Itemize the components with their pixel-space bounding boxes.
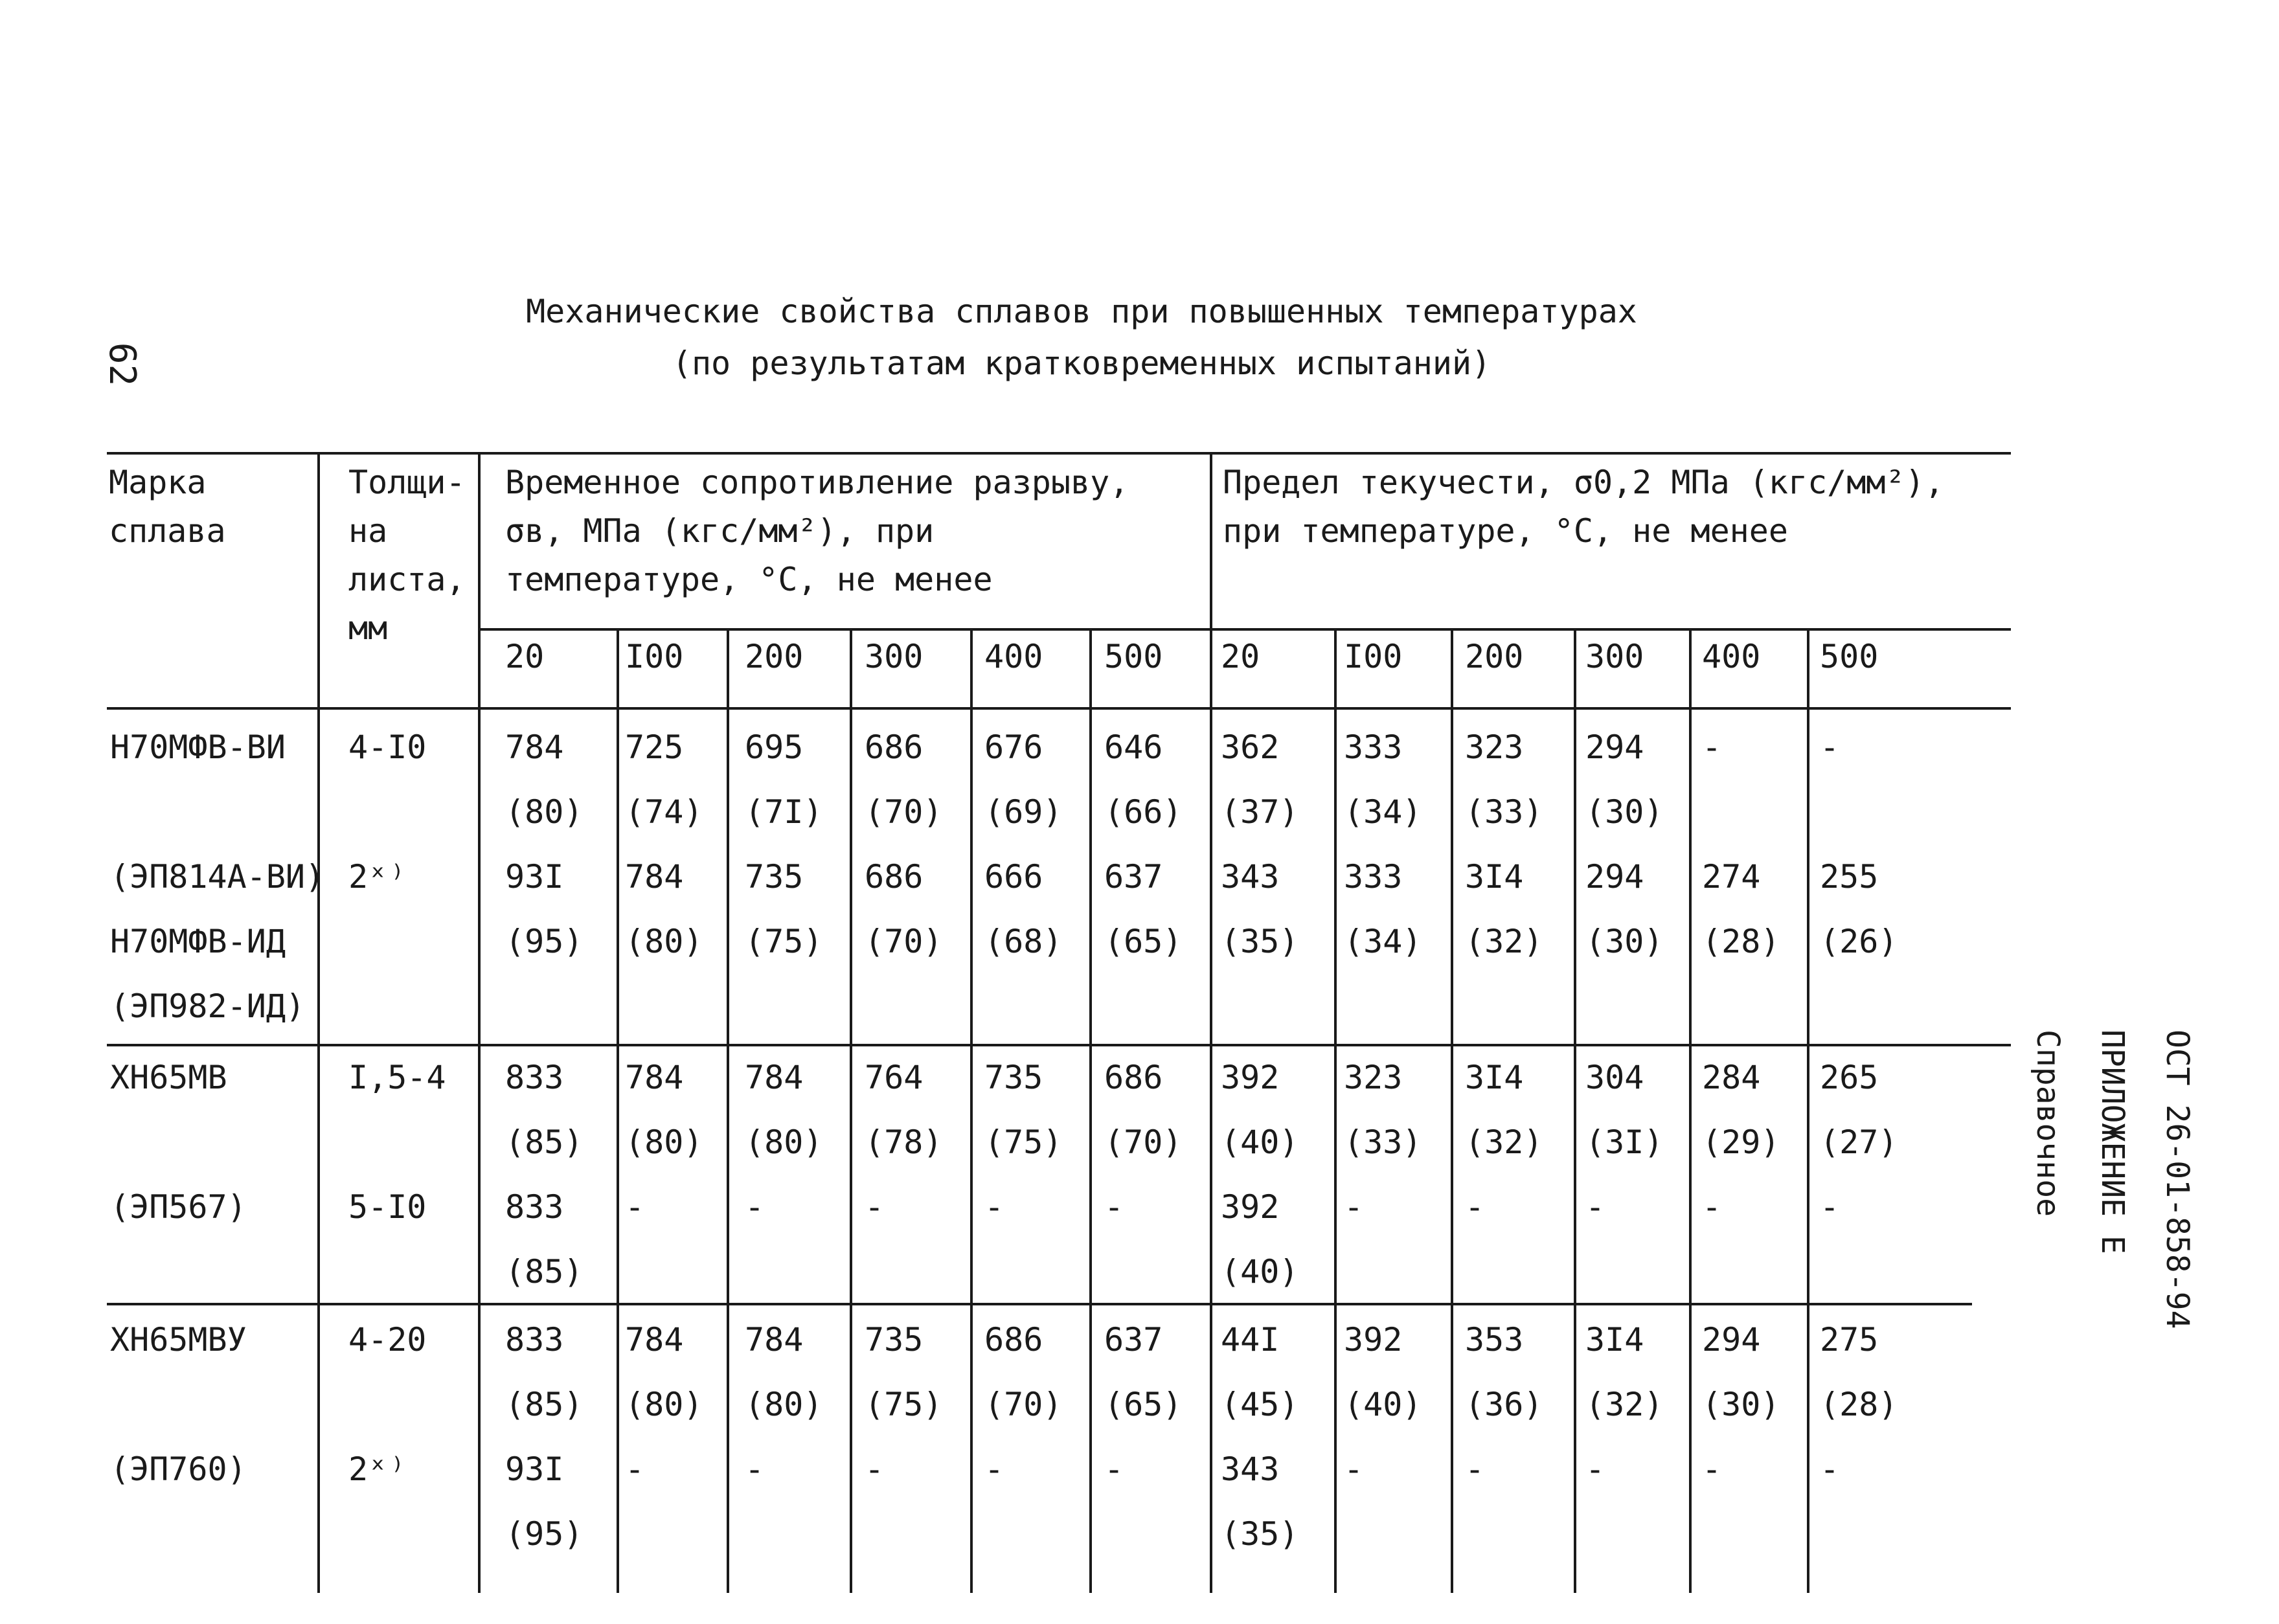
yield-strength-value: (35) [1221, 923, 1299, 960]
yield-strength-value: (37) [1221, 793, 1299, 831]
header-yield-line: при температуре, °С, не менее [1223, 512, 1788, 550]
table-top-rule [107, 452, 2011, 455]
yield-strength-value: 275 [1820, 1321, 1879, 1359]
tensile-strength-value: (80) [745, 1386, 823, 1423]
alloy-grade: ХН65МВ [110, 1059, 227, 1096]
tensile-strength-value: - [745, 1450, 765, 1488]
tensile-strength-value: 735 [745, 858, 804, 896]
yield-strength-value: 255 [1820, 858, 1879, 896]
alloy-grade: (ЭП814А-ВИ) [110, 858, 325, 896]
yield-strength-value: (34) [1344, 923, 1422, 960]
yield-strength-value: (32) [1585, 1386, 1664, 1423]
sheet-thickness: I,5-4 [348, 1059, 446, 1096]
yield-strength-value: (30) [1702, 1386, 1780, 1423]
tensile-strength-value: - [1104, 1188, 1124, 1226]
col-rule-t1 [617, 629, 619, 1593]
header-yield [1223, 458, 1944, 556]
tensile-strength-value: 784 [745, 1059, 804, 1096]
sheet-thickness: 2ˣ⁾ [348, 858, 407, 896]
alloy-grade: Н70МФВ-ВИ [110, 728, 286, 766]
tensile-strength-value: 676 [984, 728, 1043, 766]
sheet-thickness: 4-20 [348, 1321, 427, 1359]
tensile-strength-value: (95) [505, 1515, 584, 1553]
header-thickness-line: на [348, 512, 388, 550]
tensile-strength-value: - [865, 1450, 885, 1488]
tensile-strength-value: (80) [625, 923, 703, 960]
tensile-strength-value: 637 [1104, 858, 1163, 896]
yield-strength-value: 3I4 [1585, 1321, 1644, 1359]
tensile-strength-value: - [984, 1450, 1004, 1488]
tensile-strength-value: (95) [505, 923, 584, 960]
header-thickness-line: Толщи- [348, 464, 466, 501]
yield-strength-value: (32) [1465, 923, 1543, 960]
tensile-strength-value: (74) [625, 793, 703, 831]
col-rule-y2 [1451, 629, 1453, 1593]
yield-strength-value: (3I) [1585, 1123, 1664, 1161]
col-rule-y5 [1807, 629, 1809, 1593]
col-rule-t4 [970, 629, 973, 1593]
document-title-line-1: Механические свойства сплавов при повышенных температурах [526, 293, 1637, 330]
col-rule-y4 [1689, 629, 1692, 1593]
yield-strength-value: 274 [1702, 858, 1761, 896]
tensile-strength-value: 637 [1104, 1321, 1163, 1359]
col-rule-t5 [1089, 629, 1092, 1593]
col-rule-y1 [1334, 629, 1337, 1593]
yield-strength-value: (36) [1465, 1386, 1543, 1423]
yield-strength-value: - [1465, 1450, 1485, 1488]
yield-strength-value: (45) [1221, 1386, 1299, 1423]
group-divider-2 [107, 1303, 1972, 1305]
tensile-strength-value: (85) [505, 1123, 584, 1161]
yield-strength-value: 304 [1585, 1059, 1644, 1096]
tensile-strength-value: 784 [625, 1059, 684, 1096]
tensile-strength-value: (80) [625, 1123, 703, 1161]
col-rule-y3 [1574, 629, 1576, 1593]
temperature-header: 200 [745, 638, 804, 675]
yield-strength-value: 3I4 [1465, 858, 1524, 896]
header-tensile-line: σв, МПа (кгс/мм²), при [505, 512, 935, 550]
yield-strength-value: (40) [1221, 1123, 1299, 1161]
tensile-strength-value: 735 [984, 1059, 1043, 1096]
col-rule-thickness [478, 452, 481, 1593]
tensile-strength-value: (65) [1104, 923, 1183, 960]
yield-strength-value: (27) [1820, 1123, 1898, 1161]
temperature-header: I00 [625, 638, 684, 675]
tensile-strength-value: 784 [625, 1321, 684, 1359]
yield-strength-value: (28) [1702, 923, 1780, 960]
temperature-header: I00 [1344, 638, 1403, 675]
temperature-header: 300 [1585, 638, 1644, 675]
yield-strength-value: (33) [1344, 1123, 1422, 1161]
group-divider-1 [107, 1044, 2011, 1046]
yield-strength-value: 294 [1702, 1321, 1761, 1359]
alloy-grade: (ЭП760) [110, 1450, 247, 1488]
tensile-strength-value: 725 [625, 728, 684, 766]
alloy-grade: Н70МФВ-ИД [110, 923, 286, 960]
yield-strength-value: 294 [1585, 728, 1644, 766]
tensile-strength-value: (80) [745, 1123, 823, 1161]
header-tensile-line: Временное сопротивление разрыву, [505, 464, 1129, 501]
tensile-strength-value: (68) [984, 923, 1063, 960]
tensile-strength-value: 833 [505, 1059, 564, 1096]
yield-strength-value: - [1702, 1450, 1722, 1488]
tensile-strength-value: 695 [745, 728, 804, 766]
yield-strength-value: (34) [1344, 793, 1422, 831]
tensile-strength-value: 93I [505, 1450, 564, 1488]
temp-header-rule [479, 628, 2011, 631]
header-grade [109, 458, 226, 556]
header-yield-line: Предел текучести, σ0,2 МПа (кгс/мм²), [1223, 464, 1944, 501]
yield-strength-value: - [1465, 1188, 1485, 1226]
header-tensile-line: температуре, °С, не менее [505, 561, 993, 598]
tensile-strength-value: (80) [505, 793, 584, 831]
header-bottom-rule [107, 707, 2011, 710]
yield-strength-value: - [1585, 1450, 1605, 1488]
col-rule-split [1210, 452, 1212, 1593]
yield-strength-value: - [1820, 728, 1840, 766]
tensile-strength-value: (80) [625, 1386, 703, 1423]
tensile-strength-value: (70) [1104, 1123, 1183, 1161]
yield-strength-value: 392 [1344, 1321, 1403, 1359]
tensile-strength-value: - [865, 1188, 885, 1226]
yield-strength-value: 343 [1221, 858, 1280, 896]
col-rule-t2 [727, 629, 729, 1593]
yield-strength-value: 284 [1702, 1059, 1761, 1096]
temperature-header: 500 [1820, 638, 1879, 675]
tensile-strength-value: 686 [865, 728, 924, 766]
sheet-thickness: 4-I0 [348, 728, 427, 766]
sheet-thickness: 2ˣ⁾ [348, 1450, 407, 1488]
col-rule-grade [317, 452, 320, 1593]
tensile-strength-value: (75) [984, 1123, 1063, 1161]
yield-strength-value: 44I [1221, 1321, 1280, 1359]
temperature-header: 400 [1702, 638, 1761, 675]
tensile-strength-value: (7I) [745, 793, 823, 831]
yield-strength-value: - [1344, 1188, 1364, 1226]
tensile-strength-value: - [1104, 1450, 1124, 1488]
yield-strength-value: 392 [1221, 1059, 1280, 1096]
yield-strength-value: (30) [1585, 923, 1664, 960]
temperature-header: 20 [505, 638, 545, 675]
yield-strength-value: - [1344, 1450, 1364, 1488]
tensile-strength-value: (75) [865, 1386, 943, 1423]
tensile-strength-value: (70) [865, 793, 943, 831]
yield-strength-value: (32) [1465, 1123, 1543, 1161]
tensile-strength-value: 833 [505, 1188, 564, 1226]
tensile-strength-value: (70) [984, 1386, 1063, 1423]
yield-strength-value: 323 [1465, 728, 1524, 766]
tensile-strength-value: - [625, 1450, 645, 1488]
header-tensile [505, 458, 1129, 604]
tensile-strength-value: 93I [505, 858, 564, 896]
tensile-strength-value: 833 [505, 1321, 564, 1359]
header-thickness-line: мм [348, 609, 388, 647]
yield-strength-value: 343 [1221, 1450, 1280, 1488]
tensile-strength-value: (75) [745, 923, 823, 960]
alloy-grade: (ЭП567) [110, 1188, 247, 1226]
tensile-strength-value: 764 [865, 1059, 924, 1096]
tensile-strength-value: (85) [505, 1253, 584, 1291]
tensile-strength-value: 735 [865, 1321, 924, 1359]
yield-strength-value: 392 [1221, 1188, 1280, 1226]
sheet-thickness: 5-I0 [348, 1188, 427, 1226]
tensile-strength-value: (85) [505, 1386, 584, 1423]
alloy-grade: (ЭП982-ИД) [110, 987, 306, 1025]
side-appendix: ПРИЛОЖЕНИЕ Е [2094, 1030, 2131, 1254]
yield-strength-value: (35) [1221, 1515, 1299, 1553]
yield-strength-value: - [1820, 1450, 1840, 1488]
yield-strength-value: (40) [1221, 1253, 1299, 1291]
yield-strength-value: (40) [1344, 1386, 1422, 1423]
header-grade-line: Марка [109, 464, 207, 501]
yield-strength-value: (29) [1702, 1123, 1780, 1161]
header-grade-line: сплава [109, 512, 226, 550]
yield-strength-value: - [1585, 1188, 1605, 1226]
yield-strength-value: - [1702, 1188, 1722, 1226]
temperature-header: 300 [865, 638, 924, 675]
tensile-strength-value: (70) [865, 923, 943, 960]
col-rule-t3 [850, 629, 852, 1593]
yield-strength-value: (33) [1465, 793, 1543, 831]
tensile-strength-value: 686 [865, 858, 924, 896]
tensile-strength-value: (69) [984, 793, 1063, 831]
yield-strength-value: 294 [1585, 858, 1644, 896]
yield-strength-value: 333 [1344, 858, 1403, 896]
tensile-strength-value: 784 [625, 858, 684, 896]
yield-strength-value: (28) [1820, 1386, 1898, 1423]
tensile-strength-value: 686 [984, 1321, 1043, 1359]
side-standard: ОСТ 26-01-858-94 [2159, 1030, 2195, 1329]
yield-strength-value: (26) [1820, 923, 1898, 960]
header-thickness [348, 458, 466, 653]
tensile-strength-value: (66) [1104, 793, 1183, 831]
yield-strength-value: 362 [1221, 728, 1280, 766]
tensile-strength-value: - [984, 1188, 1004, 1226]
tensile-strength-value: 666 [984, 858, 1043, 896]
yield-strength-value: - [1820, 1188, 1840, 1226]
temperature-header: 20 [1221, 638, 1260, 675]
temperature-header: 400 [984, 638, 1043, 675]
yield-strength-value: 265 [1820, 1059, 1879, 1096]
tensile-strength-value: - [625, 1188, 645, 1226]
page-number: 62 [101, 342, 144, 387]
yield-strength-value: (30) [1585, 793, 1664, 831]
tensile-strength-value: (78) [865, 1123, 943, 1161]
yield-strength-value: 333 [1344, 728, 1403, 766]
yield-strength-value: 3I4 [1465, 1059, 1524, 1096]
tensile-strength-value: (65) [1104, 1386, 1183, 1423]
yield-strength-value: 353 [1465, 1321, 1524, 1359]
yield-strength-value: - [1702, 728, 1722, 766]
temperature-header: 200 [1465, 638, 1524, 675]
yield-strength-value: 323 [1344, 1059, 1403, 1096]
side-status: Справочное [2030, 1030, 2066, 1217]
header-thickness-line: листа, [348, 561, 466, 598]
document-title-line-2: (по результатам кратковременных испытаний) [672, 344, 1491, 382]
tensile-strength-value: 646 [1104, 728, 1163, 766]
alloy-grade: ХН65МВУ [110, 1321, 247, 1359]
tensile-strength-value: - [745, 1188, 765, 1226]
temperature-header: 500 [1104, 638, 1163, 675]
tensile-strength-value: 784 [505, 728, 564, 766]
tensile-strength-value: 784 [745, 1321, 804, 1359]
tensile-strength-value: 686 [1104, 1059, 1163, 1096]
